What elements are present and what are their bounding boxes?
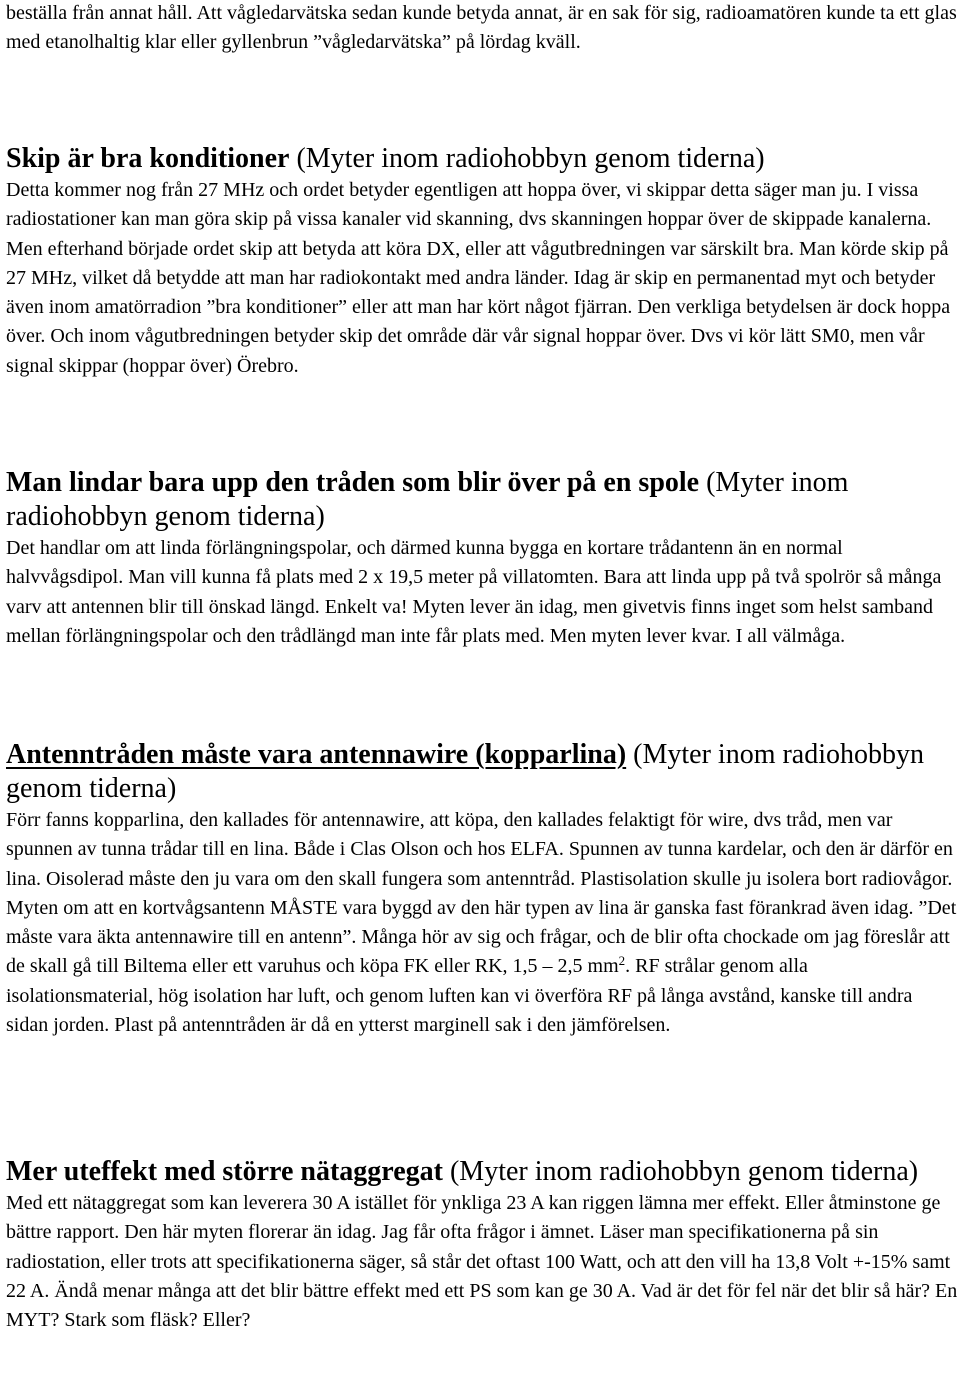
heading-title: Antenntråden måste vara antennawire (kopparlina) [6, 739, 627, 770]
section-skip [6, 142, 958, 381]
section-natagg [6, 1155, 958, 1335]
superscript-2: 2 [618, 953, 626, 969]
section-heading [6, 1155, 958, 1189]
section-body [6, 806, 958, 1040]
body-text-continued: . RF strålar genom alla isolationsmaterial, hög isolation har luft, och genom luften kan vi överföra RF på långa avstånd, kanske till andra sidan jorden. Plast på antenntråden är då en ytterst marginell sak i den jämförelsen. [6, 955, 913, 1037]
section-heading [6, 466, 958, 534]
body-text: Förr fanns kopparlina, den kallades för antennawire, att köpa, den kallades felaktigt för wire, dvs tråd, men var spunnen av tunna trådar till en lina. Både i Clas Olson och hos ELFA. Spunnen av tunna kardelar, och den är därför en lina. Oisolerad måste den ju vara om den skall fungera som antenntråd. Plastisolation skulle ju isolera bort radiovågor. Myten om att en kortvågsantenn MÅSTE vara byggd av den här typen av lina är ganska fast förankrad även idag. ”Det måste vara äkta antennawire till en antenn”. Många hör av sig och frågar, och de blir ofta chockade om jag föreslår att de skall gå till Biltema eller ett varuhus och köpa FK eller RK, 1,5 – 2,5 mm [6, 809, 957, 978]
heading-title: Mer uteffekt med större nätaggregat [6, 1156, 443, 1187]
section-body: Detta kommer nog från 27 MHz och ordet betyder egentligen att hoppa över, vi skippar detta säger man ju. I vissa radiostationer kan man göra skip på vissa kanaler vid skanning, dvs skanningen hoppar över de skippade kanalerna. Men efterhand började ordet skip att betyda att köra DX, eller att vågutbredningen var särskilt bra. Man körde skip på 27 MHz, vilket då betydde att man har radiokontakt med andra länder. Idag är skip en permanentad myt och betyder även inom amatörradion ”bra konditioner” eller att man har kört något fjärran. Den verkliga betydelsen är dock hoppa över. Och inom vågutbredningen betyder skip det område där vår signal hoppar över. Dvs vi kör lätt SM0, men vår signal skippar (hoppar över) Örebro. [6, 179, 951, 377]
section-heading [6, 738, 958, 806]
intro-paragraph: beställa från annat håll. Att vågledarvätska sedan kunde betyda annat, är en sak för sig, radioamatören kunde ta ett glas med etanolhaltig klar eller gyllenbrun ”vågledarvätska” på lördag kväll. [6, 2, 957, 54]
heading-suffix: (Myter inom radiohobbyn genom tiderna) [6, 739, 924, 804]
heading-suffix: (Myter inom radiohobbyn genom tiderna) [442, 1156, 919, 1187]
section-heading [6, 142, 958, 176]
heading-title: Skip är bra konditioner [6, 143, 290, 174]
heading-title: Man lindar bara upp den tråden som blir över på en spole [6, 467, 700, 498]
heading-suffix: (Myter inom radiohobbyn genom tiderna) [6, 467, 849, 532]
section-antennawire [6, 738, 958, 1040]
section-spole [6, 466, 958, 651]
heading-suffix: (Myter inom radiohobbyn genom tiderna) [289, 143, 765, 174]
section-body: Med ett nätaggregat som kan leverera 30 A istället för ynkliga 23 A kan riggen lämna mer effekt. Eller åtminstone ge bättre rapport. Den här myten florerar än idag. Jag får ofta frågor i ämnet. Läser man specifikationerna på sin radiostation, eller trots att specifikationerna säger, så står det oftast 100 Watt, och att den vill ha 13,8 Volt +-15% samt 22 A. Ändå menar många att det blir bättre effekt med ett PS som kan ge 30 A. Vad är det för fel när det blir så här? En MYT? Stark som fläsk? Eller? [6, 1192, 958, 1332]
section-body: Det handlar om att linda förlängningspolar, och därmed kunna bygga en kortare trådantenn än en normal halvvågsdipol. Man vill kunna få plats med 2 x 19,5 meter på villatomten. Bara att linda upp på två spolrör så många varv att antennen blir till önskad längd. Enkelt va! Myten lever än idag, men givetvis finns inget som helst samband mellan förlängningspolar och den trådlängd man inte får plats med. Men myten lever kvar. I all välmåga. [6, 537, 942, 647]
